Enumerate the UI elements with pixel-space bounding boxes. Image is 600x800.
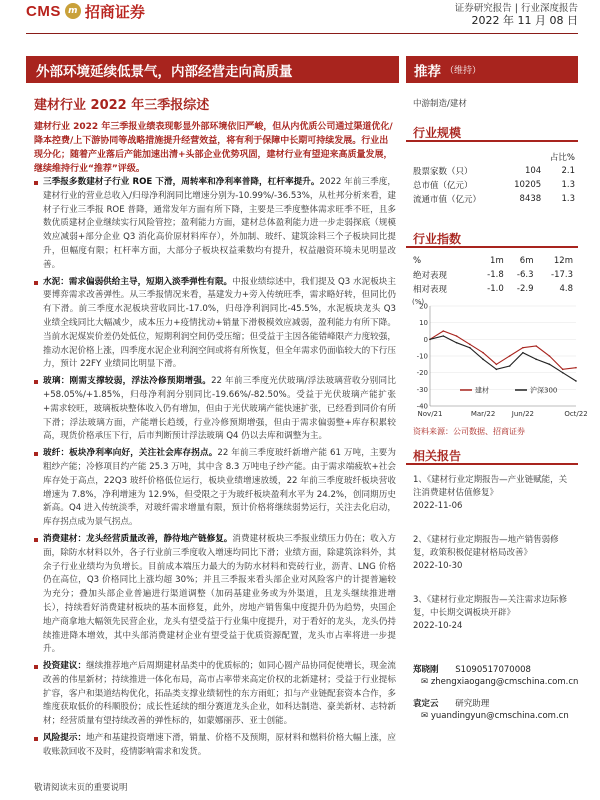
- cell: -1.8: [487, 270, 504, 280]
- related-report[interactable]: [413, 594, 573, 633]
- row-label: 相对表现: [413, 285, 448, 295]
- analyst-cert: 研究助理: [455, 699, 490, 709]
- table-row: [413, 178, 575, 192]
- row-value: 8438: [519, 194, 542, 204]
- header-divider: [26, 33, 578, 34]
- report-date: 2022 年 11 月 08 日: [471, 14, 578, 27]
- rating-note: （维持）: [445, 66, 482, 76]
- series-point-0: [535, 345, 537, 347]
- rating: 推荐: [414, 63, 441, 80]
- series-point-1: [482, 359, 484, 361]
- bullet-head: 玻璃：刚需支撑较弱，浮法冷修预期增强。: [43, 376, 212, 387]
- bullet-head: 玻纤：板块净利率向好，关注社会库存拐点。: [43, 448, 218, 459]
- series-point-0: [549, 355, 551, 357]
- main-content: [34, 176, 396, 763]
- series-point-0: [575, 367, 577, 369]
- table-row: [413, 282, 573, 296]
- related-report-date: 2022-11-06: [413, 501, 463, 511]
- cell: 4.8: [559, 284, 573, 294]
- row-value: 104: [524, 166, 542, 176]
- row-label: 股票家数（只）: [413, 167, 473, 177]
- row-pct: 1.3: [561, 194, 575, 204]
- bullet-body: 2022 年前三季度，建材行业的营业总收入/归母净利润同比增速分别为-10.99%/-36.53%，从杜邦分析来看，建材子行业三季报 ROE 普降，通常发年方面有所下降，主要是三季度整体需求旺季不旺，且多数优质建材企业继续实行风险管控；盈利能力方面，建材总体盈利能力进一步走弱探底（规模效应减弱+部分企业 Q3 消化高价原材料库存），外加制、玻纤、建筑涂料三个子板块同比提升，但幅度有限；杠杆率方面，大部分子板块权益乘数均有提升，权益融资环境未见明显改善。: [43, 177, 396, 270]
- row-label: 绝对表现: [413, 271, 448, 281]
- analyst-email[interactable]: yuandingyun@cmschina.com.cn: [430, 711, 569, 721]
- series-point-0: [509, 355, 511, 357]
- series-point-0: [442, 330, 444, 332]
- y-tick-label: 20: [419, 302, 428, 311]
- bullet-investment: [34, 660, 396, 729]
- legend-label: 建材: [475, 386, 489, 395]
- logo-en: CMS: [26, 2, 61, 20]
- series-point-1: [429, 339, 431, 341]
- bullet-head: 水泥：需求偏弱供给主导，短期入淡季弹性有限。: [43, 276, 233, 287]
- y-tick-label: -10: [416, 352, 428, 361]
- analyst-1-email[interactable]: [421, 677, 578, 687]
- analyst-name: 郑晓刚: [413, 665, 439, 675]
- row-pct: 1.3: [561, 180, 575, 190]
- series-point-1: [535, 359, 537, 361]
- series-line-0: [430, 331, 576, 369]
- bullet-cement: [34, 276, 396, 373]
- table-row: [413, 254, 573, 268]
- series-point-1: [549, 364, 551, 366]
- cell: -1.0: [487, 284, 504, 294]
- scale-table: [413, 150, 575, 206]
- analyst-name: 袁定云: [413, 699, 439, 709]
- related-title: 相关报告: [413, 449, 462, 463]
- related-report[interactable]: [413, 474, 573, 513]
- logo-badge-icon: m: [65, 3, 81, 19]
- x-tick-label: Jun/22: [511, 410, 535, 418]
- series-point-0: [469, 344, 471, 346]
- x-tick-label: Oct/22: [564, 410, 588, 418]
- bullet-body: 消费建材板块三季报业绩压力仍在；收入方面，除防水材料以外，各子行业前三季度收入增速均同比下滑；业绩方面，除建筑涂料外，其余子行业业绩均为负增长。目前成本端压力最大的为防水材料和瓷砖行业，沥青、LNG 价格仍在高位，Q3 价格同比上涨均超 30%；并且三季报来看头部企业对风险客户的计提普遍较为充分；叠加头部企业普遍进行渠道调整（加码基建业务或为外渠道，且龙头继续推进增长），持续看好消费建材板块的基本面修复，此外，房地产销售集中度提升仍为趋势，央国企地产商拿地大幅领先民营企业，龙头有望受益于行业集中度提升，对于看好的龙头，龙头仍持续推进降本增效，其中头部消费建材企业有望受益于优质资源配置，龙头市占率将进一步提升。: [43, 533, 396, 655]
- table-row: [413, 192, 575, 206]
- summary-paragraph: 建材行业 2022 年三季报业绩表现彰显外部环境依旧严峻，但从内优质公司通过渠道优化/降本控费/上下游协同等战略措施提升经营效益，将有利于保障中长期可持续发展。行业出现分化；随着产业落后产能加速出清+头部企业优势巩固，建材行业有望迎来高质量发展，继续维持行业“推荐”评级。: [34, 122, 393, 174]
- table-row: [413, 268, 573, 282]
- analyst-2: [413, 697, 489, 709]
- series-point-0: [562, 369, 564, 371]
- row-value: 10205: [514, 180, 542, 190]
- logo-cn: 招商证券: [84, 2, 145, 21]
- index-chart: [410, 298, 588, 420]
- related-report-title[interactable]: 3、《建材行业定期报告—关注需求边际修复，中长期交调板块开辟》: [413, 595, 568, 618]
- chart-source: 资料来源：公司数据、招商证券: [413, 427, 525, 436]
- y-tick-label: 10: [419, 319, 428, 328]
- y-axis-label: (%): [412, 298, 425, 306]
- footer-note: 敬请阅读末页的重要说明: [34, 783, 128, 793]
- col-header: 1m: [490, 256, 504, 266]
- table-row: [413, 164, 575, 178]
- series-point-1: [522, 352, 524, 354]
- cell: -6.3: [516, 270, 534, 280]
- report-subtitle: 建材行业 2022 年三季报综述: [34, 98, 210, 113]
- table-row: [413, 150, 575, 164]
- index-divider: [406, 246, 578, 248]
- bullet-body: 22 年前三季度光伏玻璃/浮法玻璃营收分别同比+58.05%/+1.85%，归母净利润分别同比-19.66%/-82.50%。受益于光伏玻璃产能扩张+需求较旺，玻璃板块整体收入仍有增加，但由于光伏玻璃产能快速扩张，已经看到同价有所下滑；浮法玻璃方面，产能增长趋缓，行业冷修预期增强，但由于需求偏弱整+库存积累较高，现货价格承压下行，后市判断预计浮法玻璃 Q4 仍以去库和调整为主。: [43, 376, 396, 442]
- legend-label: 沪深300: [530, 386, 558, 395]
- industry-tag: 中游制造/建材: [413, 99, 467, 109]
- bullet-head: 三季报多数建材子行业 ROE 下滑，周转率和净利率普降，杠杆率提升。: [43, 177, 320, 187]
- bullet-body: 中报业绩综述中，我们提及 Q3 水泥板块主要博弈需求改善弹性。从三季报情况来看，基建发力+旁入传统旺季，需求略好转，但同比仍有下滑。前三季度水泥板块营收同比-17.0%，归母净利润同比-45.5%，水泥板块龙头 Q3 业绩全线同比大幅减少，成本压力+疫情扰动+销量下滑极模效应减弱，盈利能力有所下降。当前水泥煤炭价差仍处低位，短期利润空间仍受压缩；但受益于主因各能错峰限产力度较强，推动水泥价格上涨，四季度水泥企业利润空间或将有所恢复，但全年需求仍面临较大的下行压力，预计 22FY 业绩同比明显下滑。: [43, 276, 396, 370]
- series-point-1: [469, 347, 471, 349]
- related-divider: [406, 463, 578, 465]
- bullet-glass: [34, 375, 396, 444]
- bullet-head: 风险提示：: [43, 733, 87, 744]
- series-point-0: [496, 364, 498, 366]
- y-tick-label: -40: [416, 402, 428, 411]
- bullet-consumer: [34, 533, 396, 657]
- cell: -2.9: [516, 284, 534, 294]
- pct-header: 占比%: [549, 153, 575, 163]
- report-type: 证券研究报告 | 行业深度报告: [454, 3, 578, 14]
- bullet-fiberglass: [34, 447, 396, 530]
- series-point-1: [496, 369, 498, 371]
- mail-icon: ✉: [421, 677, 431, 687]
- report-title: 外部环境延续低景气，内部经营走向高质量: [26, 56, 399, 83]
- row-label: 总市值（亿元）: [413, 181, 473, 191]
- bullet-head: 投资建议：: [43, 661, 87, 672]
- scale-title: 行业规模: [413, 126, 462, 140]
- related-report-date: 2022-10-24: [413, 621, 463, 631]
- bullet-body: 地产和基建投资增速下滑，销量、价格不及预期，原材料和燃料价格大幅上涨，应收账款回收不及时，疫情影响需求和发货。: [43, 733, 396, 757]
- series-point-1: [575, 380, 577, 382]
- related-report-date: 2022-10-30: [413, 561, 463, 571]
- series-point-0: [522, 347, 524, 349]
- analyst-2-email[interactable]: [421, 711, 569, 721]
- series-point-1: [509, 365, 511, 367]
- series-point-0: [482, 352, 484, 354]
- col-header: 6m: [519, 256, 534, 266]
- mail-icon: ✉: [421, 711, 431, 721]
- col-header: %: [413, 256, 422, 266]
- related-report-title[interactable]: 1、《建材行业定期报告—产业链赋能，关注消费建材估值修复》: [413, 475, 568, 498]
- rating-banner: [406, 56, 578, 83]
- y-tick-label: -20: [416, 369, 428, 378]
- analyst-email[interactable]: zhengxiaogang@cmschina.com.cn: [430, 677, 579, 687]
- bullet-roe: [34, 176, 396, 273]
- series-point-0: [456, 335, 458, 337]
- y-tick-label: 0: [423, 335, 428, 344]
- series-point-1: [456, 342, 458, 344]
- series-line-1: [430, 336, 576, 381]
- index-title: 行业指数: [413, 232, 462, 246]
- bullet-body: 22 年前三季度玻纤新增产能 61 万吨，主要为粗纱产能；冷修项目约产能 25.3 万吨，其中含 8.3 万吨电子纱产能。由于需求端疲软+社会库存处于高点，22Q3 玻纤价格低位运行，板块业绩增速放缓，22 年前三季度玻纤板块营收增速为 7.8%，净利增速为 12.9%，但受限之于为玻纤板块盈利水平为 24.2%，创同期历史新高。Q4 进入传统淡季，对玻纤需求增量有限，预计价格将继续弱势运行，关注去化启动，库存拐点成为景气拐点。: [43, 448, 396, 528]
- related-report-title[interactable]: 2、《建材行业定期报告—地产销售弱修复，政策积极促建材格局改善》: [413, 535, 559, 558]
- bullet-risk: [34, 732, 396, 760]
- row-label: 流通市值（亿元）: [413, 195, 482, 205]
- analyst-cert: S1090517070008: [455, 665, 531, 675]
- col-header: 12m: [553, 256, 573, 266]
- row-pct: 2.1: [561, 166, 575, 176]
- x-tick-label: Nov/21: [417, 410, 443, 418]
- bullet-body: 继续推荐地产后周期建材品类中的优质标的；如同心圆产品协同促使增长，现金流改善的伟星新材；持续推进一体化布局，高市占率带来高定价权的北新建材；受益于行业提标扩容，客户和渠道结构优化，拓品类支撑业绩韧性的东方雨虹；扣与产业链配套资本合作，多维度获取低价的科顺股份；成长性延续的细分赛道龙头企业，如科达制造、豪美新材、志特新材；经营质量有望持续改善的弹性标的，如蒙娜丽莎、亚士创能。: [43, 661, 396, 727]
- bullet-head: 消费建材：龙头经营质量改善，静待地产链修复。: [43, 533, 233, 544]
- index-table: [413, 254, 573, 296]
- scale-divider: [406, 140, 578, 142]
- y-tick-label: -30: [416, 385, 428, 394]
- series-point-1: [562, 372, 564, 374]
- series-point-1: [442, 335, 444, 337]
- cell: -17.3: [551, 270, 573, 280]
- company-logo: [26, 0, 145, 22]
- analyst-1: [413, 663, 531, 675]
- related-report[interactable]: [413, 534, 573, 573]
- x-tick-label: Mar/22: [470, 410, 496, 418]
